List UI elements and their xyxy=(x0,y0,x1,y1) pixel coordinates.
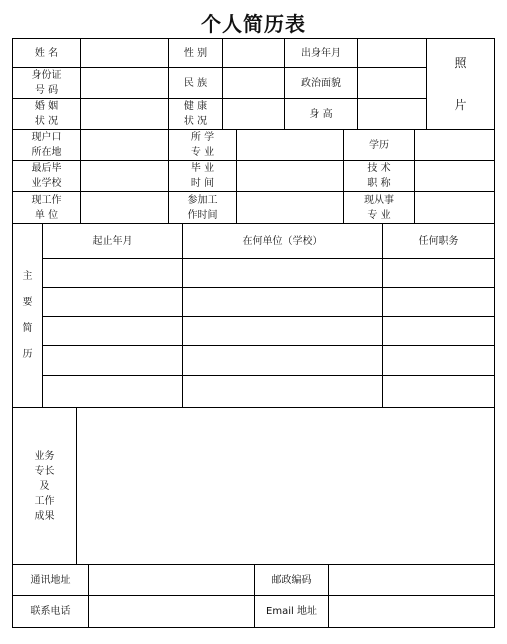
hukou-label: 现户口 所在地 xyxy=(31,132,62,158)
education-label: 学历 xyxy=(369,139,389,151)
expertise-field[interactable] xyxy=(77,408,494,564)
history-col-period: 起止年月 xyxy=(92,235,133,247)
expertise-label: 业务 专长 及 工作 成果 xyxy=(34,450,55,522)
birth-label: 出身年月 xyxy=(301,47,341,59)
major-label: 所 学 专 业 xyxy=(190,132,215,158)
grad-time-label: 毕 业 时 间 xyxy=(190,163,215,189)
title-rank-field[interactable] xyxy=(415,161,494,191)
height-field[interactable] xyxy=(358,99,426,129)
current-field-field[interactable] xyxy=(415,192,494,223)
hukou-field[interactable] xyxy=(81,130,168,160)
marital-field[interactable] xyxy=(81,99,168,129)
name-field[interactable] xyxy=(81,39,168,67)
address-label: 通讯地址 xyxy=(30,574,71,586)
marital-label: 婚 姻 状 况 xyxy=(34,101,59,127)
health-field[interactable] xyxy=(223,99,284,129)
school-field[interactable] xyxy=(81,161,168,191)
page-title: 个人简历表 xyxy=(201,12,306,36)
name-label: 姓 名 xyxy=(34,47,59,59)
workplace-field[interactable] xyxy=(81,192,168,223)
row-divider xyxy=(42,316,495,317)
phone-field[interactable] xyxy=(89,596,254,627)
email-label: Email 地址 xyxy=(266,606,317,617)
ethnicity-field[interactable] xyxy=(223,68,284,98)
row-divider xyxy=(42,345,495,346)
grad-time-field[interactable] xyxy=(237,161,343,191)
postcode-field[interactable] xyxy=(329,565,494,595)
history-col-position: 任何职务 xyxy=(418,235,459,247)
address-field[interactable] xyxy=(89,565,254,595)
phone-label: 联系电话 xyxy=(30,606,71,617)
gender-label: 性 别 xyxy=(183,47,208,59)
id-number-label: 身份证 号 码 xyxy=(31,70,62,96)
photo-area[interactable]: 照 片 xyxy=(454,56,467,112)
political-field[interactable] xyxy=(358,68,426,98)
health-label: 健 康 状 况 xyxy=(183,101,208,127)
workplace-label: 现工作 单 位 xyxy=(31,194,62,221)
history-col-unit: 在何单位（学校） xyxy=(242,235,323,247)
row-divider xyxy=(42,258,495,259)
work-start-label: 参加工 作时间 xyxy=(187,194,218,221)
school-label: 最后毕 业学校 xyxy=(31,163,62,189)
row-divider xyxy=(42,287,495,288)
current-field-label: 现从事 专 业 xyxy=(364,194,394,221)
political-label: 政治面貌 xyxy=(301,77,341,89)
work-start-field[interactable] xyxy=(237,192,343,223)
id-number-field[interactable] xyxy=(81,68,168,98)
history-side-label: 主 要 简 历 xyxy=(22,271,33,360)
education-field[interactable] xyxy=(415,130,494,160)
height-label: 身 高 xyxy=(309,108,333,120)
major-field[interactable] xyxy=(237,130,343,160)
birth-field[interactable] xyxy=(358,39,426,67)
email-field[interactable] xyxy=(329,596,494,627)
title-rank-label: 技 术 职 称 xyxy=(367,163,391,189)
gender-field[interactable] xyxy=(223,39,284,67)
postcode-label: 邮政编码 xyxy=(271,574,312,586)
row-divider xyxy=(42,375,495,376)
ethnicity-label: 民 族 xyxy=(183,77,208,89)
